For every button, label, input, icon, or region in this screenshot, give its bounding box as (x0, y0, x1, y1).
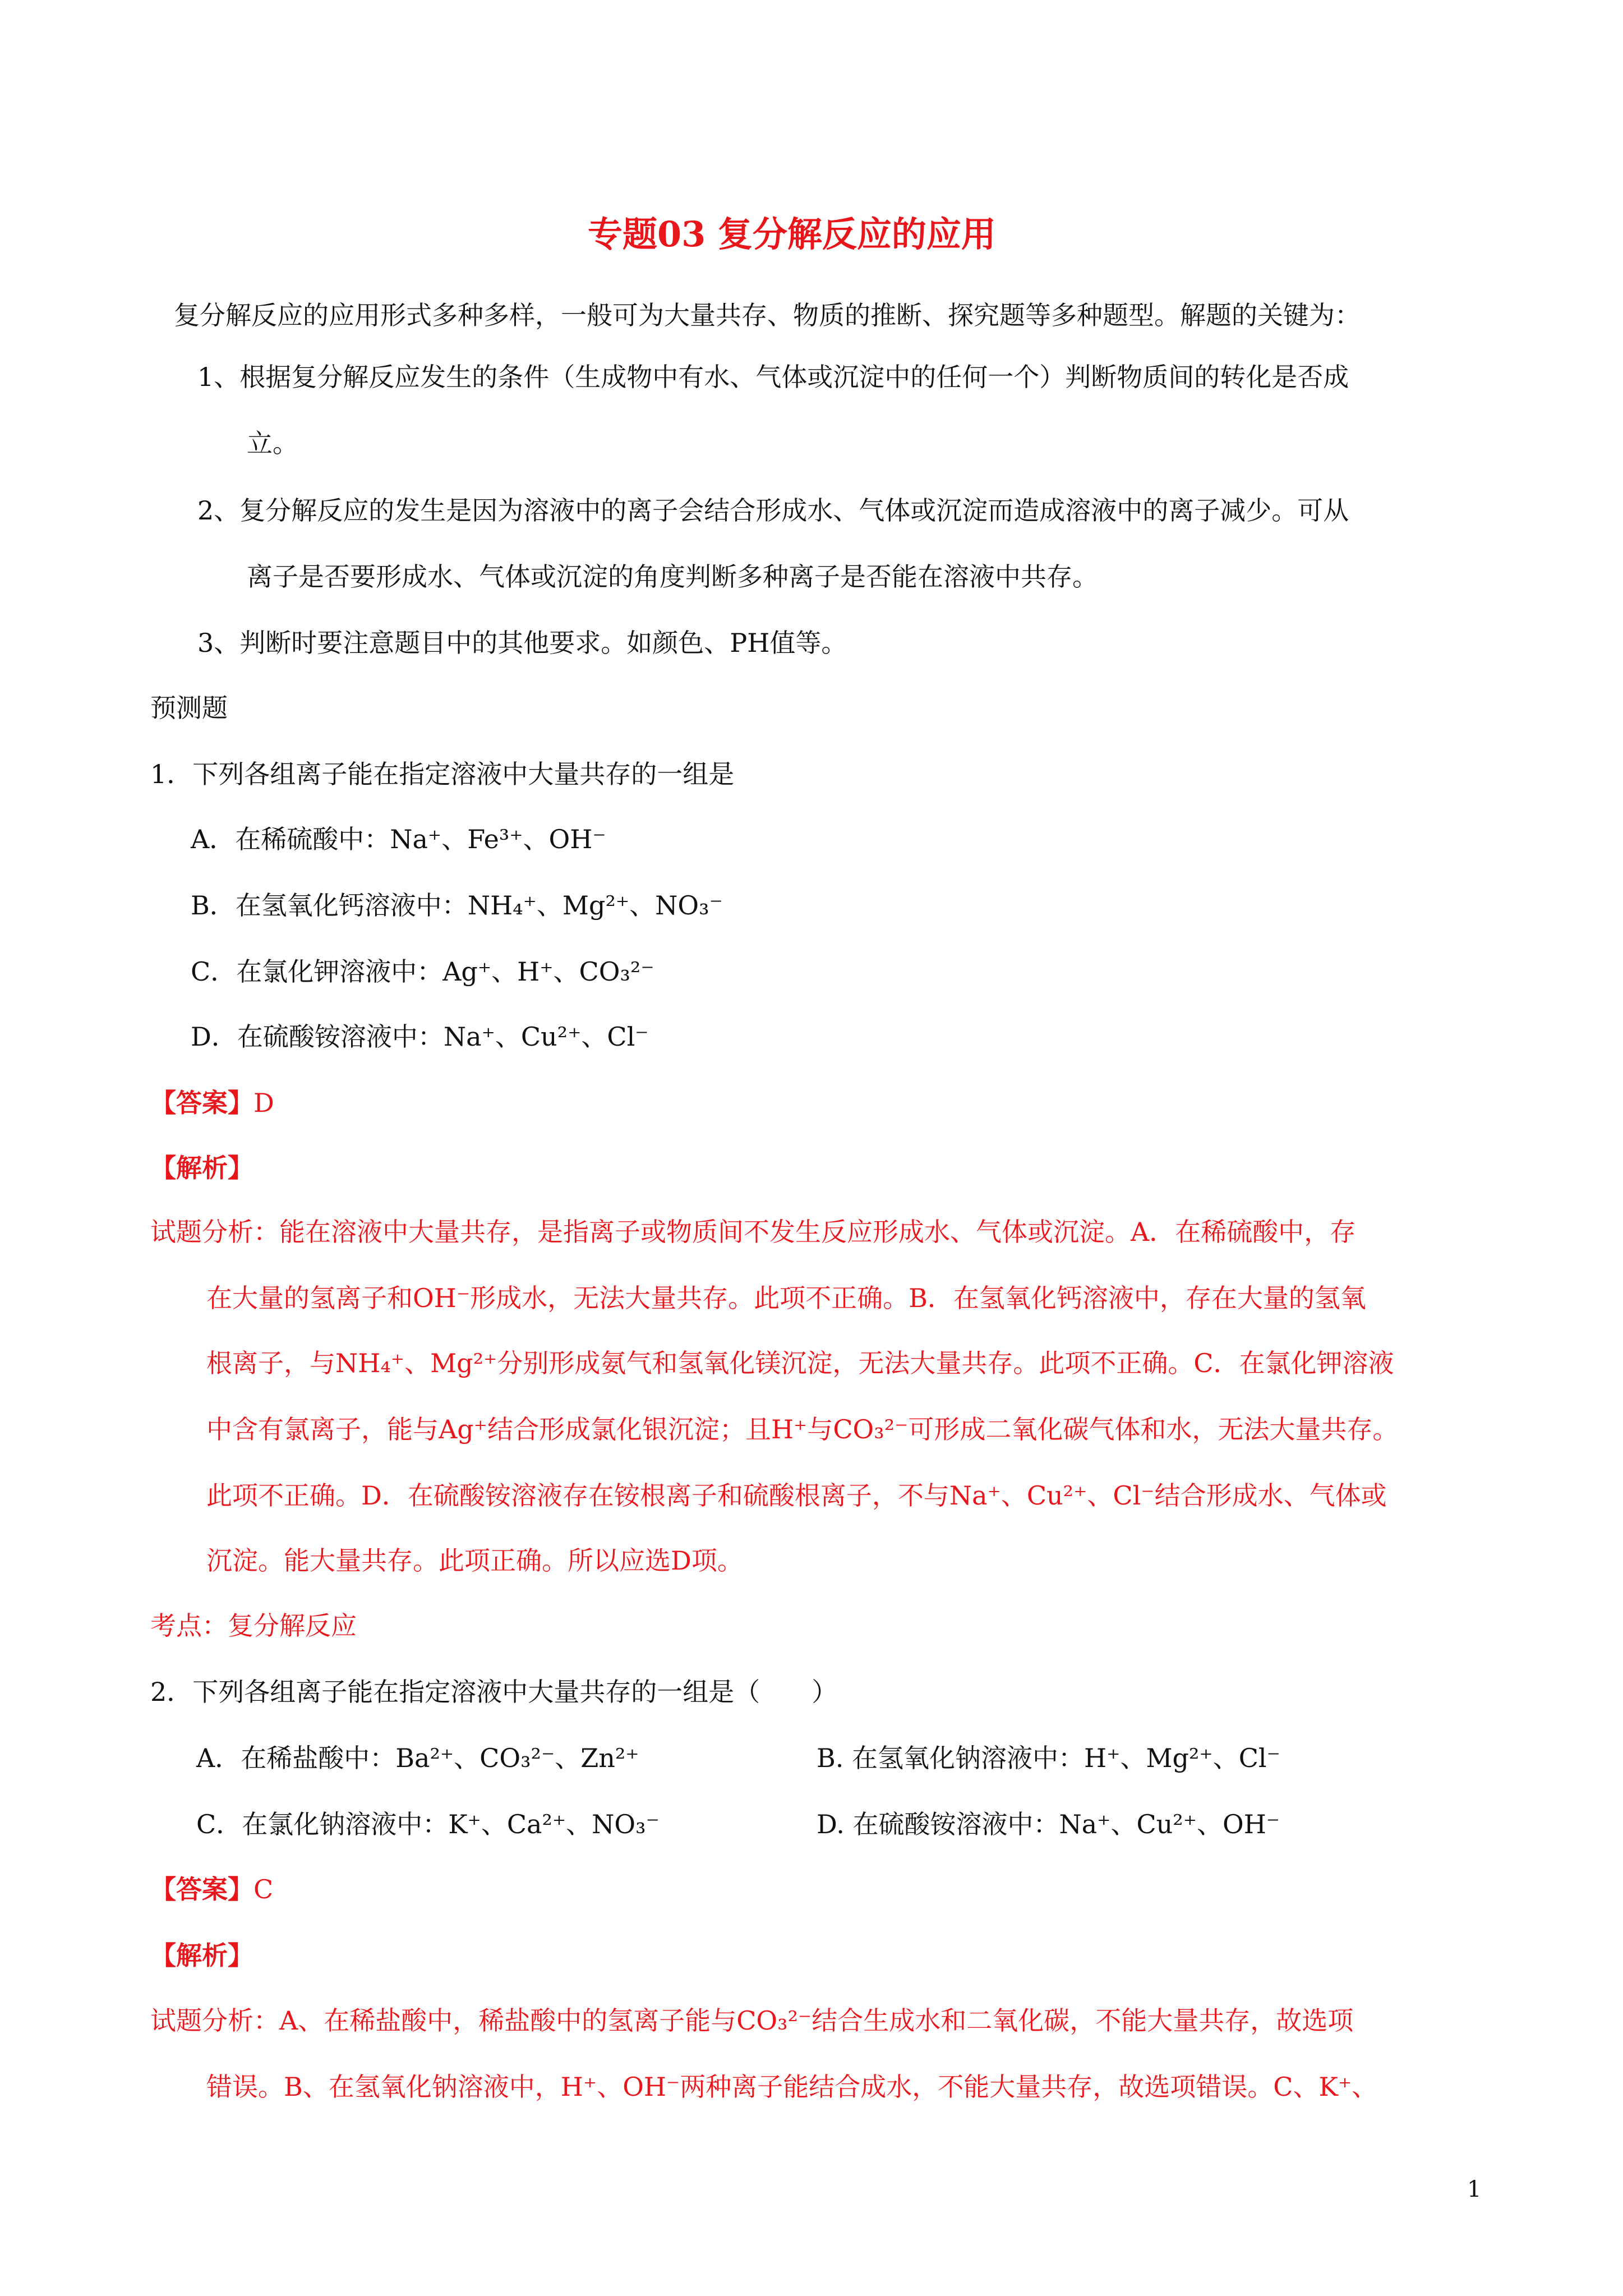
q1-kaodian: 考点：复分解反应 (150, 1611, 357, 1641)
q2-analysis-line-1: 试题分析：A、在稀盐酸中，稀盐酸中的氢离子能与CO₃²⁻结合生成水和二氧化碳，不能大量共存，故选项 (150, 2005, 1354, 2036)
point-1-line-1: 1、根据复分解反应发生的条件（生成物中有水、气体或沉淀中的任何一个）判断物质间的转化是否成 (197, 362, 1349, 392)
q1-option-b-ions: NH₄⁺、Mg²⁺、NO₃⁻ (467, 890, 723, 921)
q1-analysis-line-3: 根离子，与NH₄⁺、Mg²⁺分别形成氨气和氢氧化镁沉淀，无法大量共存。此项不正确。C．在氯化钾溶液 (206, 1348, 1394, 1378)
page-title: 专题03 复分解反应的应用 (588, 214, 996, 255)
q1-option-a-prefix: A．在稀硫酸中： (191, 824, 390, 854)
q1-option-c (191, 955, 654, 988)
q2-analysis-tag: 【解析】 (150, 1940, 253, 1971)
q1-analysis-line-1: 试题分析：能在溶液中大量共存，是指离子或物质间不发生反应形成水、气体或沉淀。A．在稀硫酸中，存 (150, 1217, 1356, 1247)
point-2-line-2: 离子是否要形成水、气体或沉淀的角度判断多种离子是否能在溶液中共存。 (247, 562, 1098, 592)
q2-analysis-line-2: 错误。B、在氢氧化钠溶液中，H⁺、OH⁻两种离子能结合成水，不能大量共存，故选项错误。C、K⁺、 (206, 2072, 1378, 2102)
page-number: 1 (1467, 2177, 1482, 2202)
q2-answer-value: C (253, 1874, 274, 1904)
q2-option-d: D. 在硫酸铵溶液中：Na⁺、Cu²⁺、OH⁻ (817, 1809, 1280, 1839)
q1-option-a (191, 822, 606, 856)
q1-option-b-prefix: B．在氢氧化钙溶液中： (191, 890, 468, 921)
intro-paragraph: 复分解反应的应用形式多种多样，一般可为大量共存、物质的推断、探究题等多种题型。解题的关键为： (174, 300, 1361, 330)
q1-answer (150, 1086, 274, 1120)
point-1-line-2: 立。 (247, 428, 298, 458)
q1-analysis-line-4: 中含有氯离子，能与Ag⁺结合形成氯化银沉淀；且H⁺与CO₃²⁻可形成二氧化碳气体和水，无法大量共存。 (206, 1414, 1399, 1444)
q2-option-b: B. 在氢氧化钠溶液中：H⁺、Mg²⁺、Cl⁻ (817, 1743, 1280, 1773)
q1-option-c-ions: Ag⁺、H⁺、CO₃²⁻ (442, 956, 654, 987)
point-2-line-1: 2、复分解反应的发生是因为溶液中的离子会结合形成水、气体或沉淀而造成溶液中的离子减少。可从 (197, 495, 1349, 526)
q1-option-c-prefix: C．在氯化钾溶液中： (191, 956, 443, 987)
q1-option-d-ions: Na⁺、Cu²⁺、Cl⁻ (443, 1022, 649, 1052)
q1-analysis-line-5: 此项不正确。D．在硫酸铵溶液存在铵根离子和硫酸根离子，不与Na⁺、Cu²⁺、Cl⁻结合形成水、气体或 (206, 1480, 1387, 1511)
q1-option-d (191, 1020, 649, 1053)
point-3-line-1: 3、判断时要注意题目中的其他要求。如颜色、PH值等。 (197, 628, 847, 658)
q2-answer (150, 1872, 273, 1906)
q1-analysis-line-2: 在大量的氢离子和OH⁻形成水，无法大量共存。此项不正确。B．在氢氧化钙溶液中，存在大量的氢氧 (206, 1283, 1366, 1313)
q1-option-d-prefix: D．在硫酸铵溶液中： (191, 1022, 444, 1052)
q2-option-a: A．在稀盐酸中：Ba²⁺、CO₃²⁻、Zn²⁺ (196, 1743, 639, 1773)
q2-option-c: C．在氯化钠溶液中：K⁺、Ca²⁺、NO₃⁻ (196, 1809, 660, 1839)
q1-answer-value: D (253, 1088, 274, 1118)
q1-answer-tag: 【答案】 (150, 1088, 253, 1118)
q2-stem: 2．下列各组离子能在指定溶液中大量共存的一组是（ ） (150, 1677, 838, 1707)
q1-option-b (191, 889, 723, 922)
section-label: 预测题 (150, 693, 228, 723)
q1-stem: 1．下列各组离子能在指定溶液中大量共存的一组是 (150, 759, 735, 789)
q2-answer-tag: 【答案】 (150, 1874, 253, 1904)
q1-analysis-line-6: 沉淀。能大量共存。此项正确。所以应选D项。 (206, 1545, 743, 1576)
q1-analysis-tag: 【解析】 (150, 1153, 253, 1183)
q1-option-a-ions: Na⁺、Fe³⁺、OH⁻ (390, 824, 606, 854)
